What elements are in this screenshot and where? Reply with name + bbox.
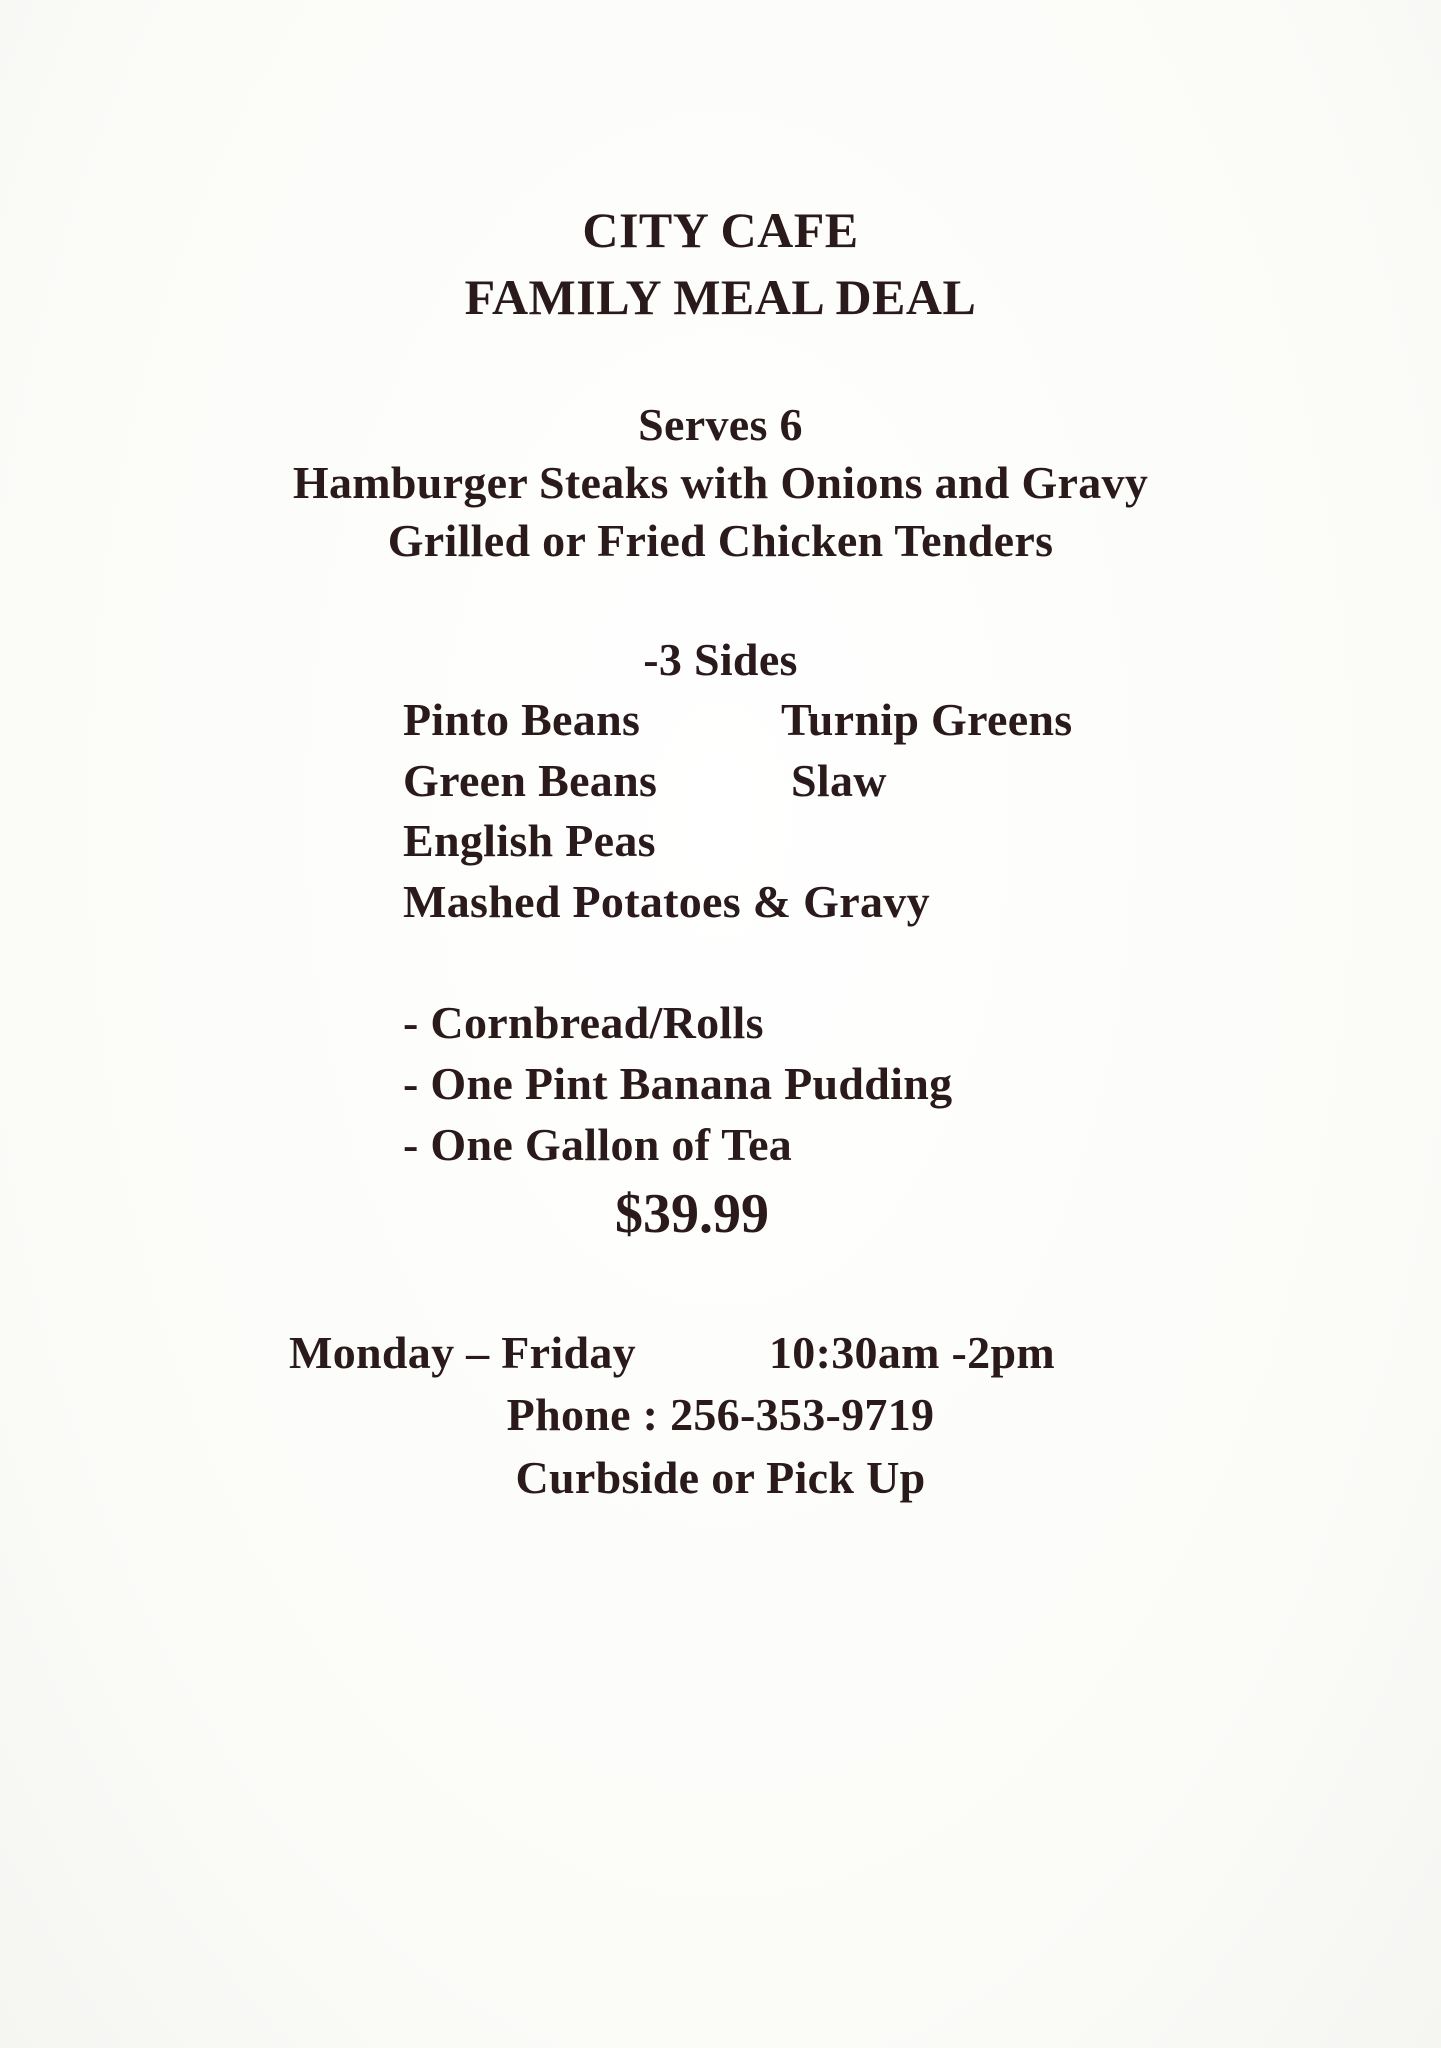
sides-heading: -3 Sides: [643, 634, 798, 685]
phone-number: Phone : 256-353-9719: [506, 1389, 935, 1440]
pickup-options: Curbside or Pick Up: [515, 1452, 926, 1503]
days-open: Monday – Friday: [289, 1327, 636, 1378]
hours-open: 10:30am -2pm: [769, 1327, 1055, 1378]
serves-count: Serves 6: [638, 399, 803, 450]
extra-item: - One Gallon of Tea: [403, 1119, 793, 1170]
deal-title: FAMILY MEAL DEAL: [464, 269, 977, 325]
cafe-name: CITY CAFE: [582, 202, 859, 258]
entree-hamburger-steaks: Hamburger Steaks with Onions and Gravy: [292, 457, 1149, 508]
side-item: Turnip Greens: [781, 694, 1073, 745]
price: $39.99: [615, 1183, 769, 1245]
side-item: English Peas: [403, 815, 656, 866]
extra-item: - Cornbread/Rolls: [403, 997, 764, 1048]
side-item: Pinto Beans: [403, 694, 641, 745]
side-item: Slaw: [791, 755, 887, 806]
extra-item: - One Pint Banana Pudding: [403, 1058, 953, 1109]
side-item: Mashed Potatoes & Gravy: [403, 876, 930, 927]
entree-chicken-tenders: Grilled or Fried Chicken Tenders: [387, 515, 1054, 566]
side-item: Green Beans: [403, 755, 658, 806]
